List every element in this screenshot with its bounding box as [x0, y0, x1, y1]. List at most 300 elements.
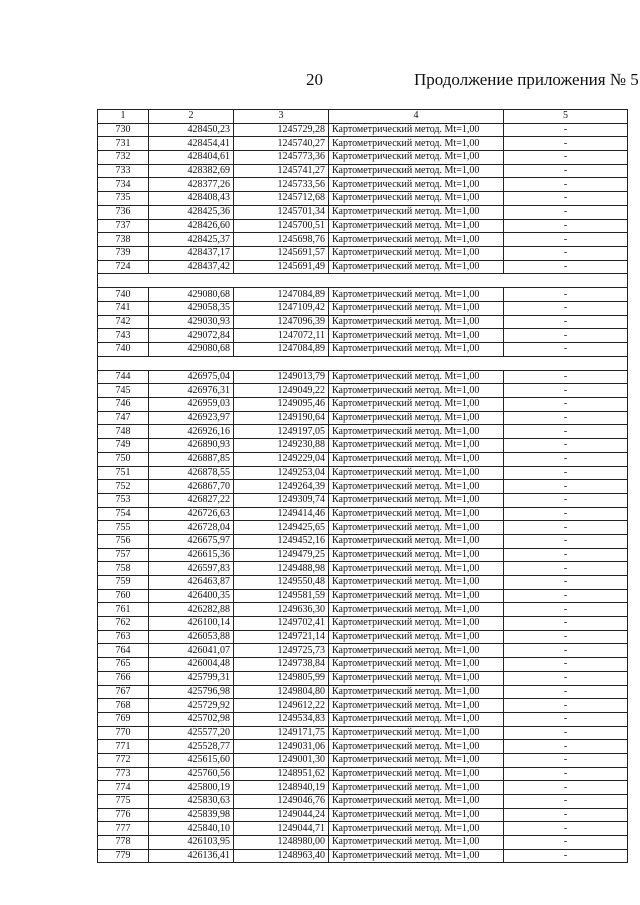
accuracy-cell: - — [504, 466, 628, 480]
table-row — [98, 562, 628, 576]
method-cell: Картометрический метод. Mt=1,00 — [329, 343, 504, 357]
method-cell: Картометрический метод. Mt=1,00 — [329, 548, 504, 562]
y-coordinate-cell: 1249414,46 — [234, 507, 329, 521]
method-cell: Картометрический метод. Mt=1,00 — [329, 480, 504, 494]
accuracy-cell: - — [504, 808, 628, 822]
method-cell: Картометрический метод. Mt=1,00 — [329, 164, 504, 178]
y-coordinate-cell: 1249197,05 — [234, 425, 329, 439]
x-coordinate-cell: 426400,35 — [149, 589, 234, 603]
method-cell: Картометрический метод. Mt=1,00 — [329, 562, 504, 576]
x-coordinate-cell: 425702,98 — [149, 712, 234, 726]
point-number-cell: 738 — [98, 233, 149, 247]
accuracy-cell: - — [504, 137, 628, 151]
method-cell: Картометрический метод. Mt=1,00 — [329, 699, 504, 713]
point-number-cell: 746 — [98, 398, 149, 412]
header-row — [98, 110, 628, 124]
y-coordinate-cell: 1249253,04 — [234, 466, 329, 480]
method-cell: Картометрический метод. Mt=1,00 — [329, 795, 504, 809]
table-row — [98, 398, 628, 412]
x-coordinate-cell: 425840,10 — [149, 822, 234, 836]
point-number-cell: 748 — [98, 425, 149, 439]
y-coordinate-cell: 1248963,40 — [234, 849, 329, 863]
method-cell: Картометрический метод. Mt=1,00 — [329, 630, 504, 644]
point-number-cell: 763 — [98, 630, 149, 644]
y-coordinate-cell: 1249738,84 — [234, 658, 329, 672]
method-cell: Картометрический метод. Mt=1,00 — [329, 658, 504, 672]
y-coordinate-cell: 1245700,51 — [234, 219, 329, 233]
x-coordinate-cell: 425729,92 — [149, 699, 234, 713]
point-number-cell: 742 — [98, 315, 149, 329]
x-coordinate-cell: 426890,93 — [149, 439, 234, 453]
table-row — [98, 576, 628, 590]
accuracy-cell: - — [504, 398, 628, 412]
method-cell: Картометрический метод. Mt=1,00 — [329, 589, 504, 603]
point-number-cell: 744 — [98, 370, 149, 384]
x-coordinate-cell: 426615,36 — [149, 548, 234, 562]
table-row — [98, 466, 628, 480]
point-number-cell: 772 — [98, 753, 149, 767]
method-cell: Картометрический метод. Mt=1,00 — [329, 123, 504, 137]
method-cell: Картометрический метод. Mt=1,00 — [329, 712, 504, 726]
x-coordinate-cell: 426597,83 — [149, 562, 234, 576]
method-cell: Картометрический метод. Mt=1,00 — [329, 671, 504, 685]
accuracy-cell: - — [504, 288, 628, 302]
table-row — [98, 617, 628, 631]
y-coordinate-cell: 1249479,25 — [234, 548, 329, 562]
method-cell: Картометрический метод. Mt=1,00 — [329, 466, 504, 480]
y-coordinate-cell: 1249230,88 — [234, 439, 329, 453]
x-coordinate-cell: 429072,84 — [149, 329, 234, 343]
accuracy-cell: - — [504, 151, 628, 165]
table-header — [98, 110, 628, 124]
accuracy-cell: - — [504, 562, 628, 576]
x-coordinate-cell: 426675,97 — [149, 534, 234, 548]
x-coordinate-cell: 428377,26 — [149, 178, 234, 192]
point-number-cell: 752 — [98, 480, 149, 494]
point-number-cell: 757 — [98, 548, 149, 562]
accuracy-cell: - — [504, 576, 628, 590]
accuracy-cell: - — [504, 712, 628, 726]
table-row — [98, 644, 628, 658]
table-body — [98, 123, 628, 863]
x-coordinate-cell: 425615,60 — [149, 753, 234, 767]
point-number-cell: 777 — [98, 822, 149, 836]
table-row — [98, 795, 628, 809]
y-coordinate-cell: 1249805,99 — [234, 671, 329, 685]
y-coordinate-cell: 1249044,71 — [234, 822, 329, 836]
accuracy-cell: - — [504, 658, 628, 672]
table-row — [98, 301, 628, 315]
accuracy-cell: - — [504, 260, 628, 274]
point-number-cell: 769 — [98, 712, 149, 726]
x-coordinate-cell: 426053,88 — [149, 630, 234, 644]
accuracy-cell: - — [504, 740, 628, 754]
y-coordinate-cell: 1249612,22 — [234, 699, 329, 713]
table-row — [98, 630, 628, 644]
y-coordinate-cell: 1247096,39 — [234, 315, 329, 329]
column-header-5: 5 — [504, 110, 628, 124]
separator-cell — [98, 356, 628, 370]
method-cell: Картометрический метод. Mt=1,00 — [329, 617, 504, 631]
method-cell: Картометрический метод. Mt=1,00 — [329, 411, 504, 425]
accuracy-cell: - — [504, 795, 628, 809]
y-coordinate-cell: 1248980,00 — [234, 836, 329, 850]
x-coordinate-cell: 426282,88 — [149, 603, 234, 617]
method-cell: Картометрический метод. Mt=1,00 — [329, 151, 504, 165]
x-coordinate-cell: 428454,41 — [149, 137, 234, 151]
accuracy-cell: - — [504, 164, 628, 178]
column-header-1: 1 — [98, 110, 149, 124]
accuracy-cell: - — [504, 205, 628, 219]
y-coordinate-cell: 1247084,89 — [234, 343, 329, 357]
y-coordinate-cell: 1249046,76 — [234, 795, 329, 809]
method-cell: Картометрический метод. Mt=1,00 — [329, 439, 504, 453]
point-number-cell: 734 — [98, 178, 149, 192]
y-coordinate-cell: 1249001,30 — [234, 753, 329, 767]
point-number-cell: 758 — [98, 562, 149, 576]
accuracy-cell: - — [504, 767, 628, 781]
method-cell: Картометрический метод. Mt=1,00 — [329, 781, 504, 795]
accuracy-cell: - — [504, 753, 628, 767]
accuracy-cell: - — [504, 329, 628, 343]
table-row — [98, 480, 628, 494]
y-coordinate-cell: 1249425,65 — [234, 521, 329, 535]
accuracy-cell: - — [504, 836, 628, 850]
accuracy-cell: - — [504, 439, 628, 453]
table-row — [98, 246, 628, 260]
accuracy-cell: - — [504, 411, 628, 425]
point-number-cell: 762 — [98, 617, 149, 631]
point-number-cell: 733 — [98, 164, 149, 178]
point-number-cell: 756 — [98, 534, 149, 548]
point-number-cell: 754 — [98, 507, 149, 521]
y-coordinate-cell: 1249725,73 — [234, 644, 329, 658]
accuracy-cell: - — [504, 849, 628, 863]
y-coordinate-cell: 1249702,41 — [234, 617, 329, 631]
table-row — [98, 384, 628, 398]
x-coordinate-cell: 428450,23 — [149, 123, 234, 137]
table-row — [98, 123, 628, 137]
y-coordinate-cell: 1247109,42 — [234, 301, 329, 315]
accuracy-cell: - — [504, 246, 628, 260]
method-cell: Картометрический метод. Mt=1,00 — [329, 205, 504, 219]
point-number-cell: 732 — [98, 151, 149, 165]
table-row — [98, 452, 628, 466]
group-separator-row — [98, 274, 628, 288]
method-cell: Картометрический метод. Mt=1,00 — [329, 507, 504, 521]
accuracy-cell: - — [504, 630, 628, 644]
point-number-cell: 740 — [98, 343, 149, 357]
point-number-cell: 768 — [98, 699, 149, 713]
x-coordinate-cell: 426004,48 — [149, 658, 234, 672]
method-cell: Картометрический метод. Mt=1,00 — [329, 384, 504, 398]
method-cell: Картометрический метод. Mt=1,00 — [329, 576, 504, 590]
method-cell: Картометрический метод. Mt=1,00 — [329, 329, 504, 343]
point-number-cell: 737 — [98, 219, 149, 233]
table-row — [98, 425, 628, 439]
y-coordinate-cell: 1249171,75 — [234, 726, 329, 740]
point-number-cell: 779 — [98, 849, 149, 863]
x-coordinate-cell: 426827,22 — [149, 493, 234, 507]
point-number-cell: 745 — [98, 384, 149, 398]
point-number-cell: 747 — [98, 411, 149, 425]
method-cell: Картометрический метод. Mt=1,00 — [329, 425, 504, 439]
x-coordinate-cell: 425839,98 — [149, 808, 234, 822]
accuracy-cell: - — [504, 603, 628, 617]
table-row — [98, 507, 628, 521]
x-coordinate-cell: 428382,69 — [149, 164, 234, 178]
y-coordinate-cell: 1245729,28 — [234, 123, 329, 137]
y-coordinate-cell: 1249190,64 — [234, 411, 329, 425]
accuracy-cell: - — [504, 548, 628, 562]
accuracy-cell: - — [504, 452, 628, 466]
x-coordinate-cell: 426136,41 — [149, 849, 234, 863]
y-coordinate-cell: 1249044,24 — [234, 808, 329, 822]
point-number-cell: 764 — [98, 644, 149, 658]
x-coordinate-cell: 426923,97 — [149, 411, 234, 425]
x-coordinate-cell: 428408,43 — [149, 192, 234, 206]
x-coordinate-cell: 429080,68 — [149, 288, 234, 302]
y-coordinate-cell: 1249264,39 — [234, 480, 329, 494]
table-row — [98, 439, 628, 453]
accuracy-cell: - — [504, 192, 628, 206]
table-row — [98, 205, 628, 219]
y-coordinate-cell: 1249721,14 — [234, 630, 329, 644]
method-cell: Картометрический метод. Mt=1,00 — [329, 644, 504, 658]
accuracy-cell: - — [504, 425, 628, 439]
column-header-3: 3 — [234, 110, 329, 124]
accuracy-cell: - — [504, 343, 628, 357]
accuracy-cell: - — [504, 781, 628, 795]
accuracy-cell: - — [504, 493, 628, 507]
y-coordinate-cell: 1249095,46 — [234, 398, 329, 412]
y-coordinate-cell: 1245712,68 — [234, 192, 329, 206]
point-number-cell: 739 — [98, 246, 149, 260]
y-coordinate-cell: 1248951,62 — [234, 767, 329, 781]
method-cell: Картометрический метод. Mt=1,00 — [329, 849, 504, 863]
table-row — [98, 411, 628, 425]
table-row — [98, 137, 628, 151]
y-coordinate-cell: 1249550,48 — [234, 576, 329, 590]
method-cell: Картометрический метод. Mt=1,00 — [329, 521, 504, 535]
x-coordinate-cell: 426867,70 — [149, 480, 234, 494]
point-number-cell: 771 — [98, 740, 149, 754]
accuracy-cell: - — [504, 644, 628, 658]
x-coordinate-cell: 428437,17 — [149, 246, 234, 260]
separator-cell — [98, 274, 628, 288]
method-cell: Картометрический метод. Mt=1,00 — [329, 288, 504, 302]
accuracy-cell: - — [504, 726, 628, 740]
table-row — [98, 808, 628, 822]
table-row — [98, 548, 628, 562]
method-cell: Картометрический метод. Mt=1,00 — [329, 315, 504, 329]
accuracy-cell: - — [504, 178, 628, 192]
page-number: 20 — [306, 70, 323, 89]
point-number-cell: 749 — [98, 439, 149, 453]
x-coordinate-cell: 426726,63 — [149, 507, 234, 521]
x-coordinate-cell: 428437,42 — [149, 260, 234, 274]
table-row — [98, 836, 628, 850]
method-cell: Картометрический метод. Mt=1,00 — [329, 767, 504, 781]
method-cell: Картометрический метод. Mt=1,00 — [329, 726, 504, 740]
point-number-cell: 765 — [98, 658, 149, 672]
y-coordinate-cell: 1249488,98 — [234, 562, 329, 576]
x-coordinate-cell: 426041,07 — [149, 644, 234, 658]
method-cell: Картометрический метод. Mt=1,00 — [329, 534, 504, 548]
x-coordinate-cell: 426100,14 — [149, 617, 234, 631]
accuracy-cell: - — [504, 534, 628, 548]
method-cell: Картометрический метод. Mt=1,00 — [329, 740, 504, 754]
table-row — [98, 671, 628, 685]
y-coordinate-cell: 1245773,36 — [234, 151, 329, 165]
point-number-cell: 750 — [98, 452, 149, 466]
table-row — [98, 288, 628, 302]
accuracy-cell: - — [504, 507, 628, 521]
table-row — [98, 151, 628, 165]
method-cell: Картометрический метод. Mt=1,00 — [329, 137, 504, 151]
method-cell: Картометрический метод. Mt=1,00 — [329, 822, 504, 836]
method-cell: Картометрический метод. Mt=1,00 — [329, 398, 504, 412]
x-coordinate-cell: 428426,60 — [149, 219, 234, 233]
x-coordinate-cell: 425528,77 — [149, 740, 234, 754]
point-number-cell: 753 — [98, 493, 149, 507]
x-coordinate-cell: 429080,68 — [149, 343, 234, 357]
method-cell: Картометрический метод. Mt=1,00 — [329, 370, 504, 384]
table-row — [98, 712, 628, 726]
accuracy-cell: - — [504, 521, 628, 535]
point-number-cell: 741 — [98, 301, 149, 315]
table-row — [98, 740, 628, 754]
group-separator-row — [98, 356, 628, 370]
x-coordinate-cell: 425577,20 — [149, 726, 234, 740]
x-coordinate-cell: 429058,35 — [149, 301, 234, 315]
x-coordinate-cell: 426976,31 — [149, 384, 234, 398]
accuracy-cell: - — [504, 123, 628, 137]
accuracy-cell: - — [504, 315, 628, 329]
table-row — [98, 849, 628, 863]
table-row — [98, 603, 628, 617]
y-coordinate-cell: 1249534,83 — [234, 712, 329, 726]
point-number-cell: 773 — [98, 767, 149, 781]
y-coordinate-cell: 1245691,57 — [234, 246, 329, 260]
table-row — [98, 178, 628, 192]
table-row — [98, 822, 628, 836]
x-coordinate-cell: 425760,56 — [149, 767, 234, 781]
point-number-cell: 760 — [98, 589, 149, 603]
x-coordinate-cell: 425796,98 — [149, 685, 234, 699]
accuracy-cell: - — [504, 685, 628, 699]
method-cell: Картометрический метод. Mt=1,00 — [329, 452, 504, 466]
point-number-cell: 724 — [98, 260, 149, 274]
x-coordinate-cell: 425799,31 — [149, 671, 234, 685]
method-cell: Картометрический метод. Mt=1,00 — [329, 603, 504, 617]
method-cell: Картометрический метод. Mt=1,00 — [329, 178, 504, 192]
x-coordinate-cell: 426103,95 — [149, 836, 234, 850]
table-row — [98, 233, 628, 247]
table-row — [98, 343, 628, 357]
x-coordinate-cell: 426975,04 — [149, 370, 234, 384]
y-coordinate-cell: 1245733,56 — [234, 178, 329, 192]
accuracy-cell: - — [504, 370, 628, 384]
method-cell: Картометрический метод. Mt=1,00 — [329, 260, 504, 274]
accuracy-cell: - — [504, 822, 628, 836]
y-coordinate-cell: 1249309,74 — [234, 493, 329, 507]
x-coordinate-cell: 426959,03 — [149, 398, 234, 412]
point-number-cell: 730 — [98, 123, 149, 137]
x-coordinate-cell: 426463,87 — [149, 576, 234, 590]
accuracy-cell: - — [504, 301, 628, 315]
table-row — [98, 658, 628, 672]
method-cell: Картометрический метод. Mt=1,00 — [329, 493, 504, 507]
x-coordinate-cell: 426878,55 — [149, 466, 234, 480]
method-cell: Картометрический метод. Mt=1,00 — [329, 219, 504, 233]
y-coordinate-cell: 1249031,06 — [234, 740, 329, 754]
method-cell: Картометрический метод. Mt=1,00 — [329, 233, 504, 247]
point-number-cell: 776 — [98, 808, 149, 822]
point-number-cell: 755 — [98, 521, 149, 535]
accuracy-cell: - — [504, 233, 628, 247]
table-row — [98, 753, 628, 767]
accuracy-cell: - — [504, 671, 628, 685]
table-row — [98, 192, 628, 206]
table-row — [98, 534, 628, 548]
x-coordinate-cell: 426728,04 — [149, 521, 234, 535]
y-coordinate-cell: 1249049,22 — [234, 384, 329, 398]
method-cell: Картометрический метод. Mt=1,00 — [329, 808, 504, 822]
y-coordinate-cell: 1249229,04 — [234, 452, 329, 466]
table-row — [98, 219, 628, 233]
table-row — [98, 164, 628, 178]
y-coordinate-cell: 1249013,79 — [234, 370, 329, 384]
coordinates-table — [97, 109, 628, 863]
accuracy-cell: - — [504, 219, 628, 233]
y-coordinate-cell: 1245691,49 — [234, 260, 329, 274]
x-coordinate-cell: 425830,63 — [149, 795, 234, 809]
table-row — [98, 329, 628, 343]
column-header-2: 2 — [149, 110, 234, 124]
point-number-cell: 751 — [98, 466, 149, 480]
table-row — [98, 685, 628, 699]
y-coordinate-cell: 1245741,27 — [234, 164, 329, 178]
y-coordinate-cell: 1248940,19 — [234, 781, 329, 795]
table-row — [98, 260, 628, 274]
y-coordinate-cell: 1249452,16 — [234, 534, 329, 548]
point-number-cell: 736 — [98, 205, 149, 219]
point-number-cell: 740 — [98, 288, 149, 302]
x-coordinate-cell: 428425,37 — [149, 233, 234, 247]
table-row — [98, 726, 628, 740]
point-number-cell: 731 — [98, 137, 149, 151]
page-header-title: Продолжение приложения № 5 — [414, 70, 639, 89]
x-coordinate-cell: 429030,93 — [149, 315, 234, 329]
method-cell: Картометрический метод. Mt=1,00 — [329, 301, 504, 315]
accuracy-cell: - — [504, 617, 628, 631]
point-number-cell: 759 — [98, 576, 149, 590]
table-row — [98, 589, 628, 603]
point-number-cell: 766 — [98, 671, 149, 685]
method-cell: Картометрический метод. Mt=1,00 — [329, 685, 504, 699]
method-cell: Картометрический метод. Mt=1,00 — [329, 192, 504, 206]
table-row — [98, 781, 628, 795]
table-row — [98, 521, 628, 535]
y-coordinate-cell: 1247084,89 — [234, 288, 329, 302]
table-row — [98, 699, 628, 713]
table-row — [98, 315, 628, 329]
accuracy-cell: - — [504, 384, 628, 398]
method-cell: Картометрический метод. Mt=1,00 — [329, 836, 504, 850]
column-header-4: 4 — [329, 110, 504, 124]
method-cell: Картометрический метод. Mt=1,00 — [329, 753, 504, 767]
